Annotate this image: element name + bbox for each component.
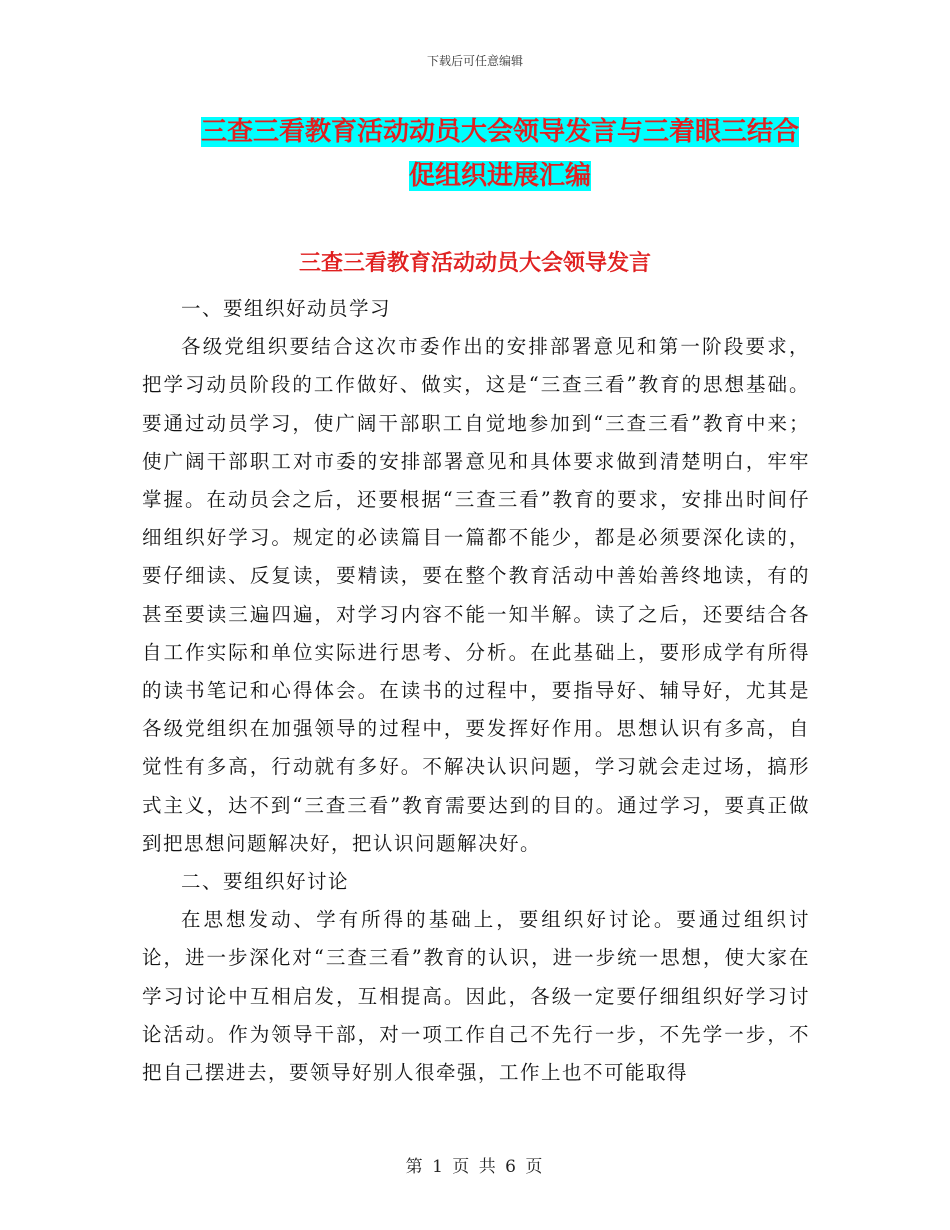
body-paragraph-1: 各级党组织要结合这次市委作出的安排部署意见和第一阶段要求，把学习动员阶段的工作做好、做实，这是“三查三看”教育的思想基础。要通过动员学习，使广阔干部职工自觉地参加到“三查三看”教育中来；使广阔干部职工对市委的安排部署意见和具体要求做到清楚明白，牢牢掌握。在动员会之后，还要根据“三查三看”教育的要求，安排出时间仔细组织好学习。规定的必读篇目一篇都不能少，都是必须要深化读的，要仔细读、反复读，要精读，要在整个教育活动中善始善终地读，有的甚至要读三遍四遍，对学习内容不能一知半解。读了之后，还要结合各自工作实际和单位实际进行思考、分析。在此基础上，要形成学有所得的读书笔记和心得体会。在读书的过程中，要指导好、辅导好，尤其是各级党组织在加强领导的过程中，要发挥好作用。思想认识有多高，自觉性有多高，行动就有多好。不解决认识问题，学习就会走过场，搞形式主义，达不到“三查三看”教育需要达到的目的。通过学习，要真正做到把思想问题解决好，把认识问题解决好。 <box>142 335 810 855</box>
document-title-line2: 促组织进展汇编 <box>408 161 591 191</box>
document-body <box>142 290 810 1092</box>
subheading-1: 一、要组织好动员学习 <box>181 297 392 320</box>
page-header-note: 下载后可任意编辑 <box>426 54 523 68</box>
section-heading: 三查三看教育活动动员大会领导发言 <box>298 251 651 276</box>
document-title-line1: 三查三看教育活动动员大会领导发言与三着眼三结合 <box>200 117 799 147</box>
document-title <box>150 110 850 198</box>
body-paragraph-2: 在思想发动、学有所得的基础上，要组织好讨论。要通过组织讨论，进一步深化对“三查三看”教育的认识，进一步统一思想，使大家在学习讨论中互相启发，互相提高。因此，各级一定要仔细组织好学习讨论活动。作为领导干部，对一项工作自己不先行一步，不先学一步，不把自己摆进去，要领导好别人很牵强，工作上也不可能取得 <box>142 908 810 1085</box>
page-number-footer: 第 1 页 共 6 页 <box>405 1157 545 1177</box>
subheading-2: 二、要组织好讨论 <box>181 870 350 894</box>
